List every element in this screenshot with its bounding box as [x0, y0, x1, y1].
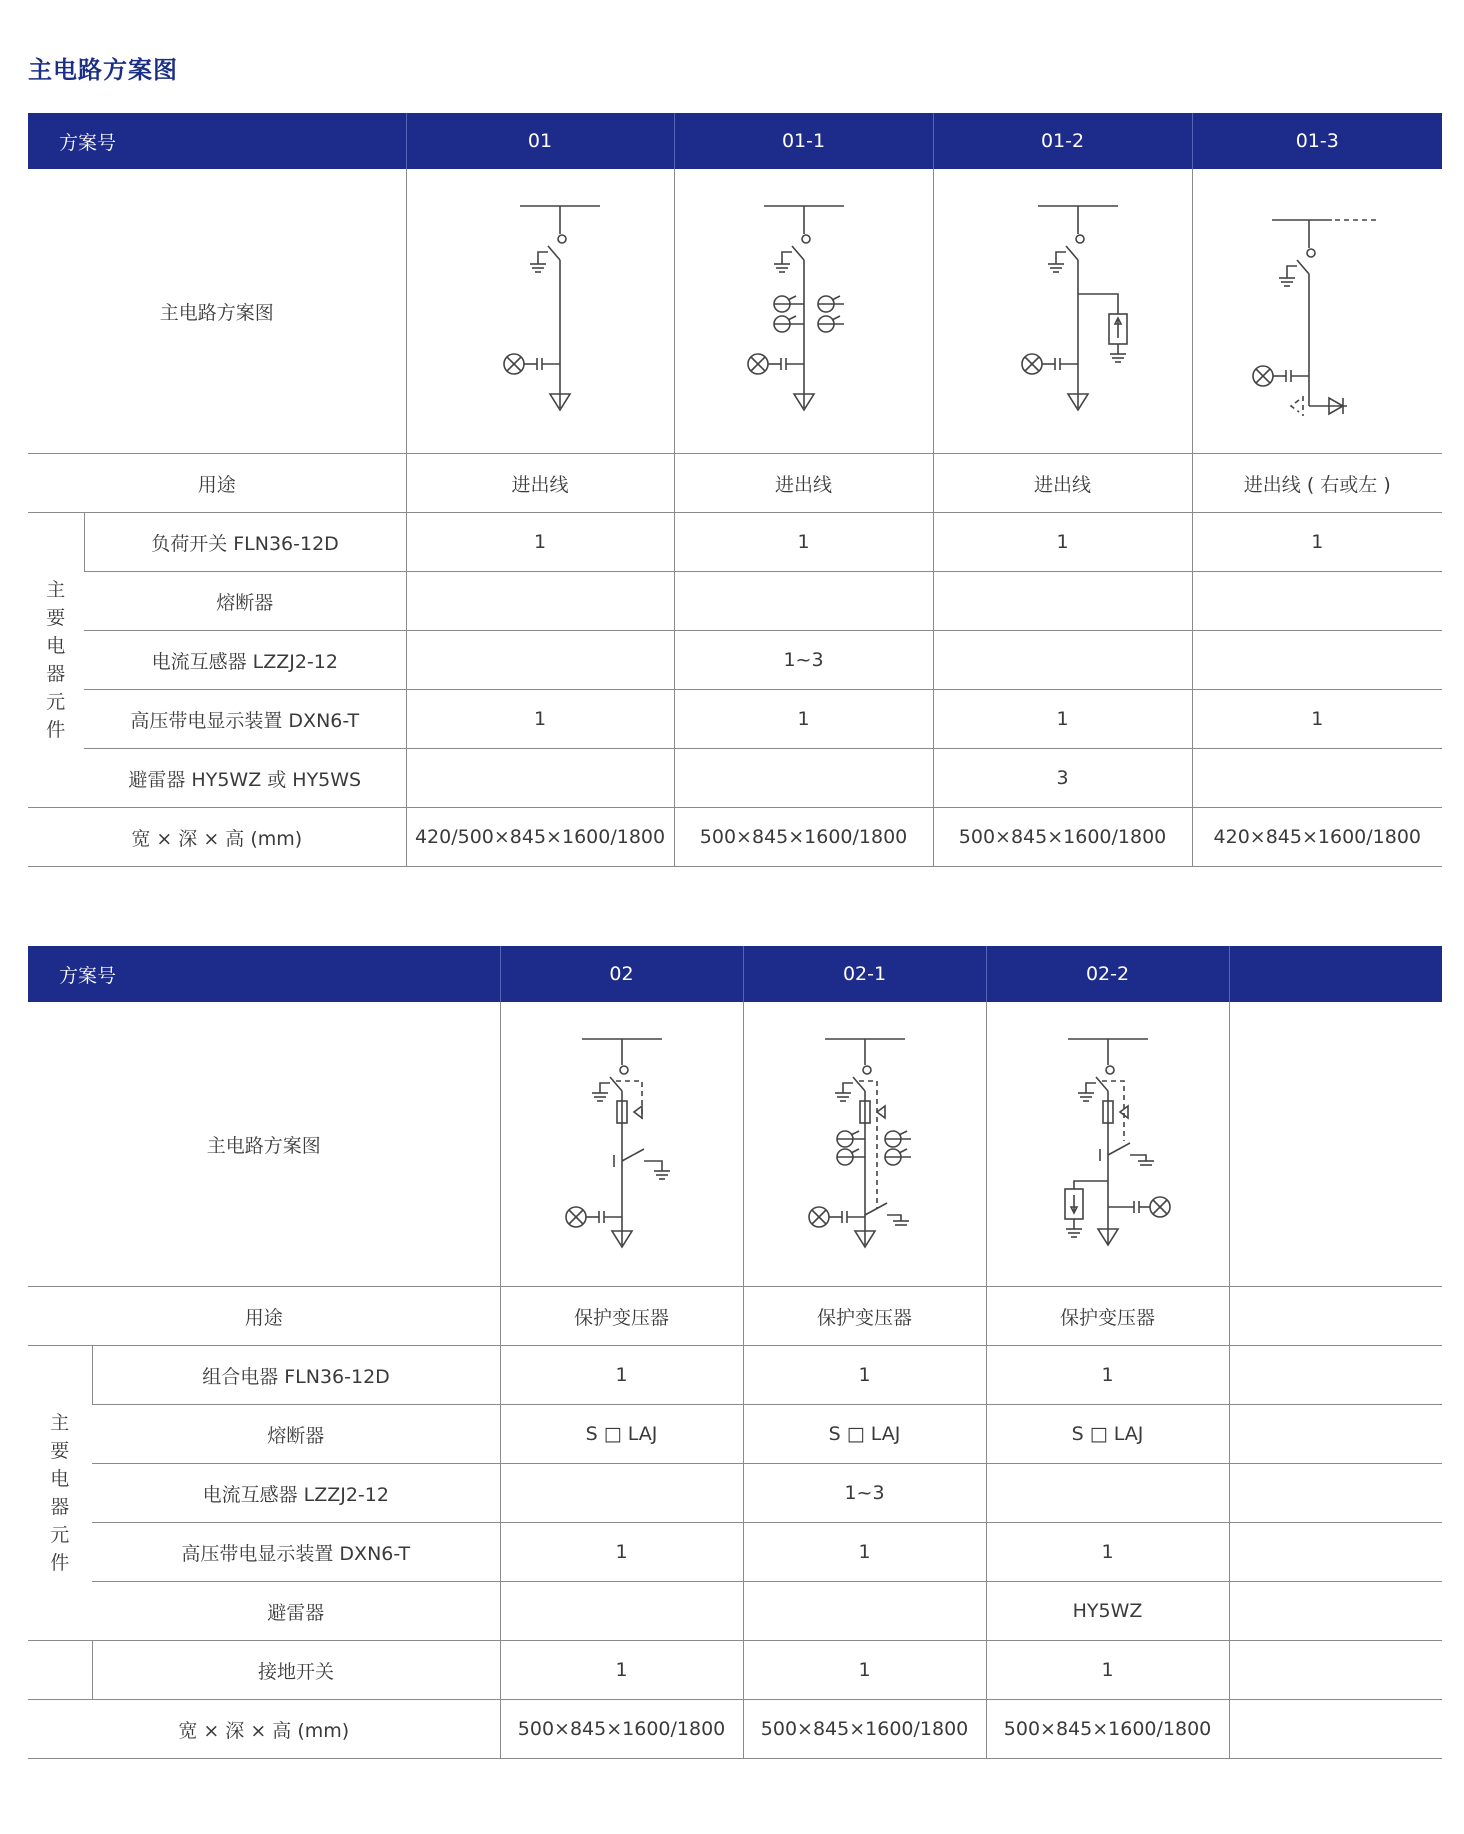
component-qty: 3 [933, 749, 1192, 808]
dimensions-cell: 500×845×1600/1800 [743, 1700, 986, 1759]
usage-cell: 进出线 [406, 454, 674, 513]
component-name: 高压带电显示装置 DXN6-T [92, 1523, 500, 1582]
component-qty: 1 [986, 1641, 1229, 1700]
component-qty [1192, 631, 1442, 690]
usage-cell [1229, 1287, 1442, 1346]
component-qty [406, 749, 674, 808]
usage-cell: 保护变压器 [743, 1287, 986, 1346]
component-name: 避雷器 HY5WZ 或 HY5WS [84, 749, 406, 808]
component-name: 接地开关 [92, 1641, 500, 1700]
component-qty: S □ LAJ [500, 1405, 743, 1464]
dimensions-cell: 420/500×845×1600/1800 [406, 808, 674, 867]
circuit-diagram-icon [704, 196, 904, 426]
usage-cell: 进出线 [674, 454, 933, 513]
component-qty [986, 1464, 1229, 1523]
component-name: 熔断器 [92, 1405, 500, 1464]
component-qty [1192, 749, 1442, 808]
component-qty: 1 [674, 690, 933, 749]
circuit-diagram-01-3 [1192, 169, 1442, 454]
component-qty: 1 [933, 513, 1192, 572]
components-group-label: 主要电器元件 [28, 1346, 92, 1641]
circuit-diagram-01-2 [933, 169, 1192, 454]
component-qty: 1 [406, 513, 674, 572]
dimensions-cell: 500×845×1600/1800 [674, 808, 933, 867]
usage-cell: 进出线 [933, 454, 1192, 513]
component-qty [500, 1464, 743, 1523]
scheme-number: 02-1 [743, 946, 986, 1002]
dimensions-label: 宽 × 深 × 高 (mm) [28, 808, 406, 867]
circuit-diagram-02-2 [986, 1002, 1229, 1287]
component-qty [1192, 572, 1442, 631]
circuit-diagram-01-1 [674, 169, 933, 454]
scheme-table-1 [28, 113, 1442, 867]
component-name: 熔断器 [84, 572, 406, 631]
component-qty [933, 572, 1192, 631]
scheme-number: 01 [406, 113, 674, 169]
component-qty [1229, 1641, 1442, 1700]
component-qty: 1~3 [674, 631, 933, 690]
component-qty: 1 [743, 1523, 986, 1582]
component-qty: 1 [406, 690, 674, 749]
usage-cell: 保护变压器 [986, 1287, 1229, 1346]
component-qty: 1 [500, 1523, 743, 1582]
component-name: 避雷器 [92, 1582, 500, 1641]
dimensions-cell: 500×845×1600/1800 [500, 1700, 743, 1759]
scheme-number [1229, 946, 1442, 1002]
component-qty: 1 [986, 1523, 1229, 1582]
components-group-label: 主要电器元件 [28, 513, 84, 808]
usage-cell: 进出线 ( 右或左 ) [1192, 454, 1442, 513]
component-qty: 1 [743, 1641, 986, 1700]
component-qty: HY5WZ [986, 1582, 1229, 1641]
component-qty [500, 1582, 743, 1641]
scheme-number: 02-2 [986, 946, 1229, 1002]
dimensions-cell [1229, 1700, 1442, 1759]
component-qty: 1 [933, 690, 1192, 749]
component-name: 组合电器 FLN36-12D [92, 1346, 500, 1405]
component-qty [406, 631, 674, 690]
circuit-diagram-icon [522, 1029, 722, 1259]
scheme-table-2 [28, 946, 1442, 1759]
component-name: 电流互感器 LZZJ2-12 [84, 631, 406, 690]
component-qty [674, 572, 933, 631]
circuit-diagram-icon [1008, 1029, 1208, 1259]
usage-label: 用途 [28, 1287, 500, 1346]
component-qty [743, 1582, 986, 1641]
diagram-row-label: 主电路方案图 [28, 1002, 500, 1287]
usage-label: 用途 [28, 454, 406, 513]
component-qty: 1 [986, 1346, 1229, 1405]
component-qty: 1 [743, 1346, 986, 1405]
scheme-number: 01-3 [1192, 113, 1442, 169]
scheme-number: 02 [500, 946, 743, 1002]
component-qty [1229, 1346, 1442, 1405]
component-name: 高压带电显示装置 DXN6-T [84, 690, 406, 749]
component-name: 负荷开关 FLN36-12D [84, 513, 406, 572]
component-qty: 1 [674, 513, 933, 572]
component-qty: 1 [1192, 690, 1442, 749]
component-qty [406, 572, 674, 631]
component-qty: 1 [500, 1641, 743, 1700]
component-qty [1229, 1523, 1442, 1582]
component-qty: 1 [500, 1346, 743, 1405]
circuit-diagram-icon [440, 196, 640, 426]
component-qty [1229, 1464, 1442, 1523]
header-scheme-label: 方案号 [28, 946, 500, 1002]
dimensions-cell: 500×845×1600/1800 [933, 808, 1192, 867]
dimensions-label: 宽 × 深 × 高 (mm) [28, 1700, 500, 1759]
circuit-diagram-02-1 [743, 1002, 986, 1287]
component-qty: S □ LAJ [986, 1405, 1229, 1464]
circuit-diagram-01 [406, 169, 674, 454]
scheme-number: 01-2 [933, 113, 1192, 169]
header-scheme-label: 方案号 [28, 113, 406, 169]
dimensions-cell: 420×845×1600/1800 [1192, 808, 1442, 867]
circuit-diagram-icon [1217, 196, 1417, 426]
usage-cell: 保护变压器 [500, 1287, 743, 1346]
circuit-diagram-icon [963, 196, 1163, 426]
component-qty: 1~3 [743, 1464, 986, 1523]
component-qty [1229, 1582, 1442, 1641]
component-qty [1229, 1405, 1442, 1464]
component-qty [933, 631, 1192, 690]
empty-cell [1229, 1002, 1442, 1287]
empty-cell [28, 1641, 92, 1700]
component-qty: S □ LAJ [743, 1405, 986, 1464]
component-qty: 1 [1192, 513, 1442, 572]
page-title: 主电路方案图 [28, 56, 178, 84]
scheme-number: 01-1 [674, 113, 933, 169]
diagram-row-label: 主电路方案图 [28, 169, 406, 454]
circuit-diagram-02 [500, 1002, 743, 1287]
dimensions-cell: 500×845×1600/1800 [986, 1700, 1229, 1759]
component-name: 电流互感器 LZZJ2-12 [92, 1464, 500, 1523]
circuit-diagram-icon [765, 1029, 965, 1259]
component-qty [674, 749, 933, 808]
